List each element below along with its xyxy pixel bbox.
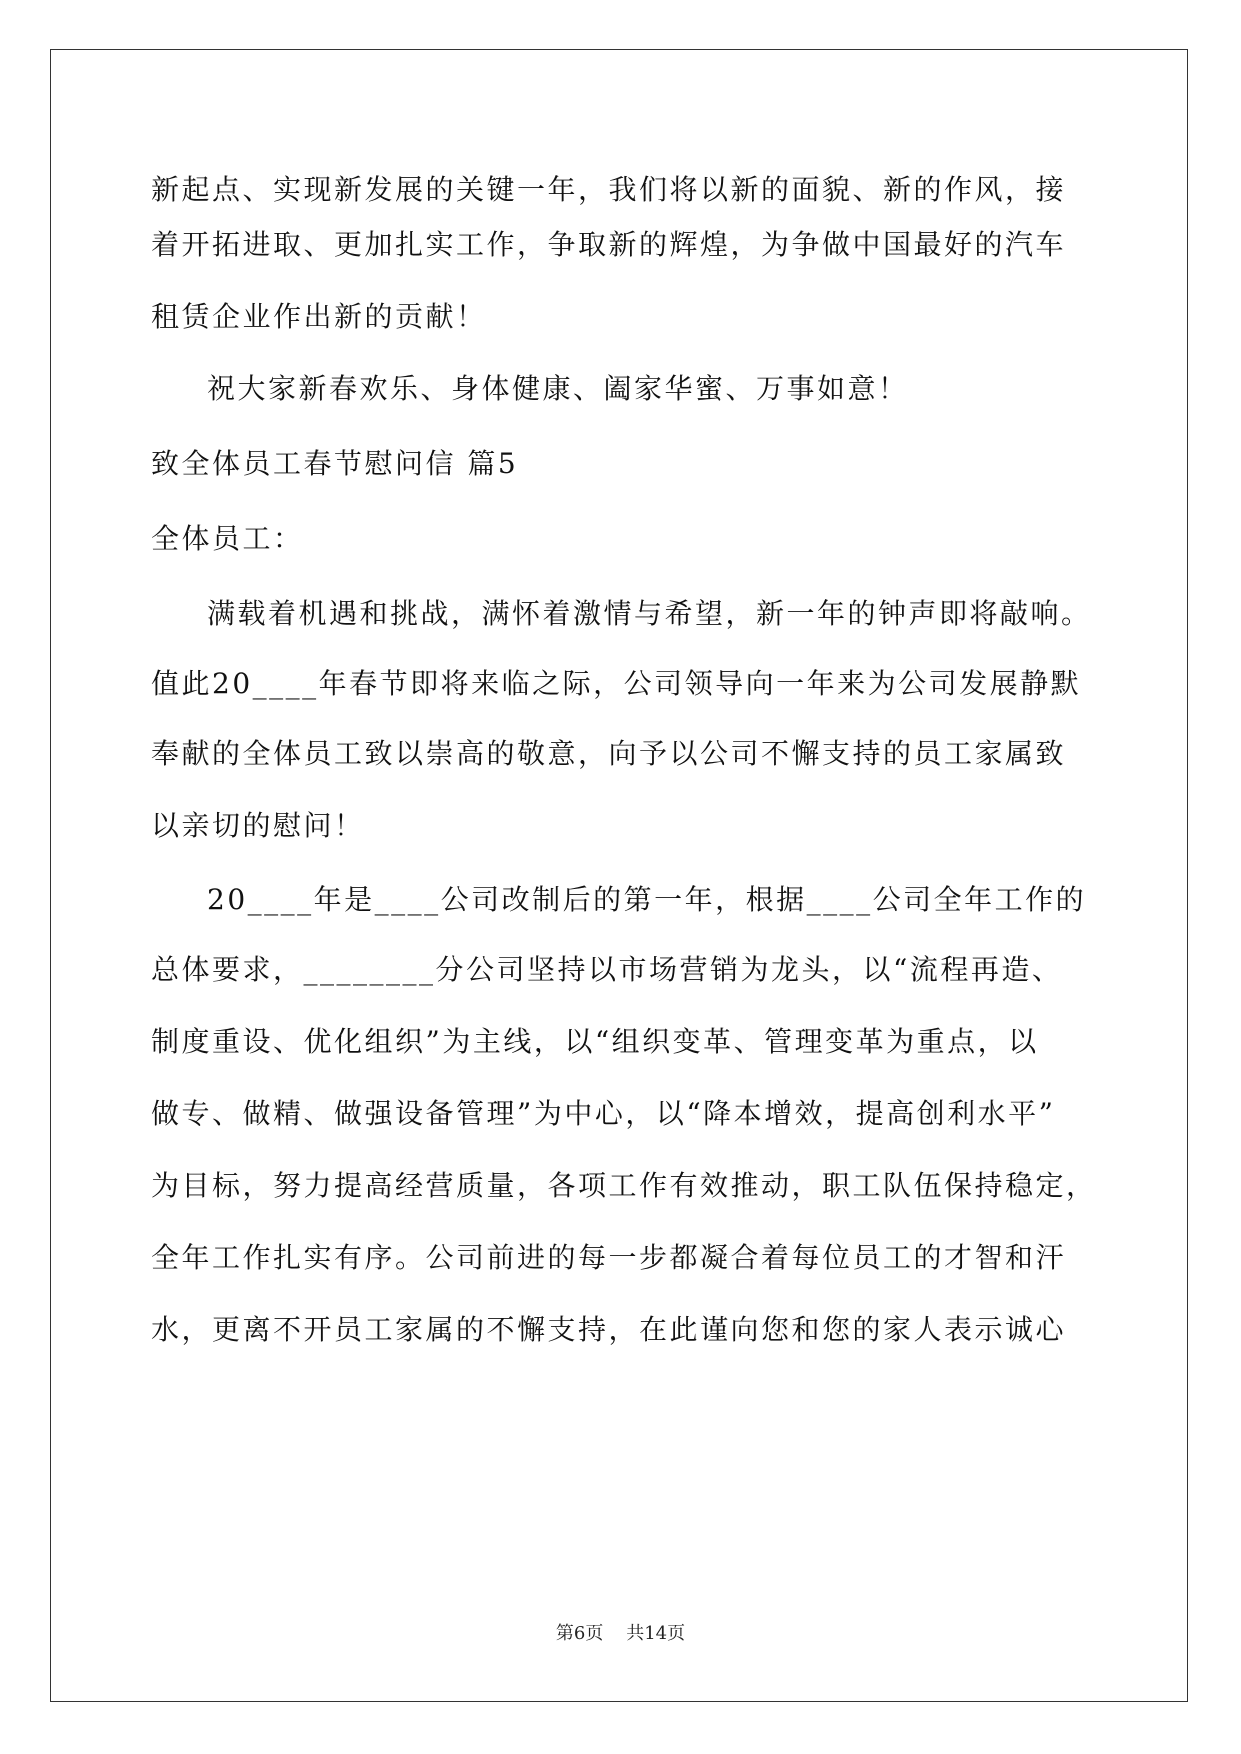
body-line: 20____年是____公司改制后的第一年，根据____公司全年工作的 <box>207 883 1087 916</box>
body-line: 租赁企业作出新的贡献！ <box>151 300 487 333</box>
body-line: 新起点、实现新发展的关键一年，我们将以新的面貌、新的作风，接 <box>151 173 1067 206</box>
body-line: 着开拓进取、更加扎实工作，争取新的辉煌，为争做中国最好的汽车 <box>151 228 1067 261</box>
section-heading: 致全体员工春节慰问信 篇5 <box>151 447 519 480</box>
salutation: 全体员工： <box>151 522 304 555</box>
body-line: 总体要求，________分公司坚持以市场营销为龙头，以“流程再造、 <box>151 953 1063 986</box>
body-line: 满载着机遇和挑战，满怀着激情与希望，新一年的钟声即将敲响。 <box>207 597 1092 630</box>
body-line: 祝大家新春欢乐、身体健康、阖家华蜜、万事如意！ <box>207 372 909 405</box>
body-line: 全年工作扎实有序。公司前进的每一步都凝合着每位员工的才智和汗 <box>151 1241 1067 1274</box>
page-number-footer: 第6页 共14页 <box>555 1623 686 1644</box>
body-line: 制度重设、优化组织”为主线，以“组织变革、管理变革为重点，以 <box>151 1025 1039 1058</box>
body-line: 水，更离不开员工家属的不懈支持，在此谨向您和您的家人表示诚心 <box>151 1313 1067 1346</box>
body-line: 奉献的全体员工致以崇高的敬意，向予以公司不懈支持的员工家属致 <box>151 737 1067 770</box>
body-line: 以亲切的慰问！ <box>151 809 365 842</box>
body-line: 为目标，努力提高经营质量，各项工作有效推动，职工队伍保持稳定， <box>151 1169 1097 1202</box>
body-line: 值此20____年春节即将来临之际，公司领导向一年来为公司发展静默 <box>151 667 1082 700</box>
body-line: 做专、做精、做强设备管理”为中心，以“降本增效，提高创利水平” <box>151 1097 1056 1130</box>
